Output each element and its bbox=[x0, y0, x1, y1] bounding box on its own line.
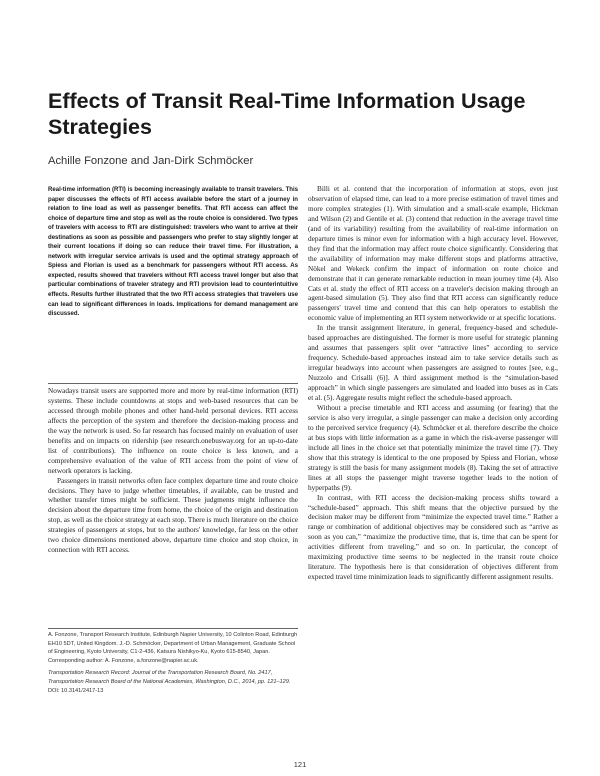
left-column bbox=[48, 387, 298, 556]
body-paragraph: Billi et al. contend that the incorporation of information at stops, even just observation of elapsed time, can lead to a more precise estimation of travel times and more complex strategies (1). With simulation and a small-scale example, Hickman and Wilson (2) and Gentile et al. (3) contend that reduction in the average travel time (and of its variability) resulting from the availability of real-time information on departure times is minor even for information with a high accuracy level. However, they find that the information may affect route choice significantly. Considering that the availability of information may make different stops and platforms attractive, Nökel and Wekeck confirm the impact of information on route choice and demonstrate that it can generate remarkable reduction in mean journey time (4). Also Cats et al. study the effect of RTI access on a traveler's decision making through an agent-based simulation (5). They also find that RTI access can significantly reduce passengers' travel time and contend that this can help operators to establish the economic value of implementing an RTI system networkwide or at specific locations. bbox=[308, 185, 558, 323]
body-paragraph: In the transit assignment literature, in general, frequency-based and schedule-based approaches are distinguished. The former is more useful for strategic planning and assumes that passengers split over “attractive lines” according to service frequency. Schedule-based approaches instead aim to take service details such as irregular headways into account when passengers are assigned to routes [see, e.g., Nuzzolo and Crisalli (6)]. A third assignment method is the “simulation-based approach” in which single passengers are simulated and loaded into buses as in Cats et al. (5). Aggregate results might reflect the schedule-based approach. bbox=[308, 324, 558, 403]
body-paragraph: Nowadays transit users are supported more and more by real-time information (RTI) systems. These include countdowns at stops and web-based resources that can be accessed through mobile phones and other hand-held personal devices. RTI access affects the perception of the system and therefore the decision-making process and the way the network is used. So far research has focused mainly on evaluation of user benefits and on impacts on ridership (see research.onebusway.org for an up-to-date list of contributions). The influence on route choice is less known, and a comprehensive evaluation of the value of RTI access from the point of view of network operators is lacking. bbox=[48, 387, 298, 475]
footnote bbox=[48, 631, 298, 695]
body-paragraph: In contrast, with RTI access the decision-making process shifts toward a “schedule-based” approach. This shift means that the objective pursued by the decision maker may be different from “minimize the expected travel time.” Rather a range or combination of additional objectives may be considered such as “arrive as soon as you can,” “maximize the productive time, that is, time that can be spent for activities different from traveling,” and so on. In particular, the concept of maximizing productive time seems to be neglected in the transit route choice literature. The hypothesis here is that consideration of objectives different from expected travel time minimization leads to significantly different assignment results. bbox=[308, 493, 558, 582]
journal-citation: Transportation Research Record: Journal of the Transportation Research Board, No. 2417, Transportation Research Board of the National Academies, Washington, D.C., 2014, pp. 121–129. bbox=[48, 670, 291, 685]
paper-title: Effects of Transit Real-Time Information Usage Strategies bbox=[48, 89, 526, 139]
author-affiliation: A. Fonzone, Transport Research Institute, Edinburgh Napier University, 10 Colinton Road, Edinburgh EH10 5DT, United Kingdom. J.-D. Schmöcker, Department of Urban Management, Graduate School of Engineering, Kyoto University, C1-2-436, Katsura Nishikyo-Ku, Kyoto 615-8540, Japan. Corresponding author: A. Fonzone, a.fonzone@napier.ac.uk. bbox=[48, 632, 298, 664]
abstract-divider bbox=[48, 383, 298, 384]
footnote-divider bbox=[48, 628, 298, 629]
page-number: 121 bbox=[293, 760, 307, 769]
right-column bbox=[308, 185, 558, 583]
body-paragraph: Passengers in transit networks often face complex departure time and route choice decisions. They have to judge whether timetables, if available, can be trusted and whether transfer times might be sufficient. These judgments might influence the decision about the departure time from home, the choice of the origin and destination stop, as well as the choice strategy at each stop. There is much literature on the choice strategies of passengers at stops, but to the authors' knowledge, far less on the other two choice dimensions mentioned above, departure time choice and stop choice, in connection with RTI access. bbox=[48, 476, 298, 555]
doi: DOI: 10.3141/2417-13 bbox=[48, 687, 104, 694]
body-paragraph: Without a precise timetable and RTI access and assuming (or fearing) that the service is also very irregular, a single passenger can make a decision only according to the perceived service frequency (4). Schmöcker et al. therefore describe the choice at bus stops with little information as a game in which the risk-averse passenger will include all lines in the choice set that potentially minimize the travel time (7). They show that this strategy is identical to the one proposed by Spiess and Florian, whose strategy is still the basis for many assignment models (8). Taking the set of attractive lines at all stops the passenger might traverse together leads to the notion of hyperpaths (9). bbox=[308, 403, 558, 492]
abstract-text: Real-time information (RTI) is becoming increasingly available to transit travelers. This paper discusses the effects of RTI access available before the start of a journey in relation to line load as well as passenger benefits. That RTI access can affect the choice of departure time and stop as well as the route choice is considered. Two types of travelers with access to RTI are distinguished: travelers who want to arrive at their destinations as soon as possible and passengers who prefer to stay slightly longer at their current locations if doing so can reduce their travel time. For illustration, a network with irregular service arrivals is used and the optimal strategy approach of Spiess and Florian is used as a benchmark for passengers without RTI access. As expected, results showed that travelers without RTI access travel longer but also that particular combinations of traveler strategy and RTI provision lead to counterintuitive effects. Results further illustrated that the two RTI access strategies that travelers use can lead to significant differences in loads. Implications for demand management are discussed. bbox=[48, 187, 298, 318]
abstract bbox=[48, 186, 298, 320]
paper-authors: Achille Fonzone and Jan-Dirk Schmöcker bbox=[48, 155, 254, 167]
